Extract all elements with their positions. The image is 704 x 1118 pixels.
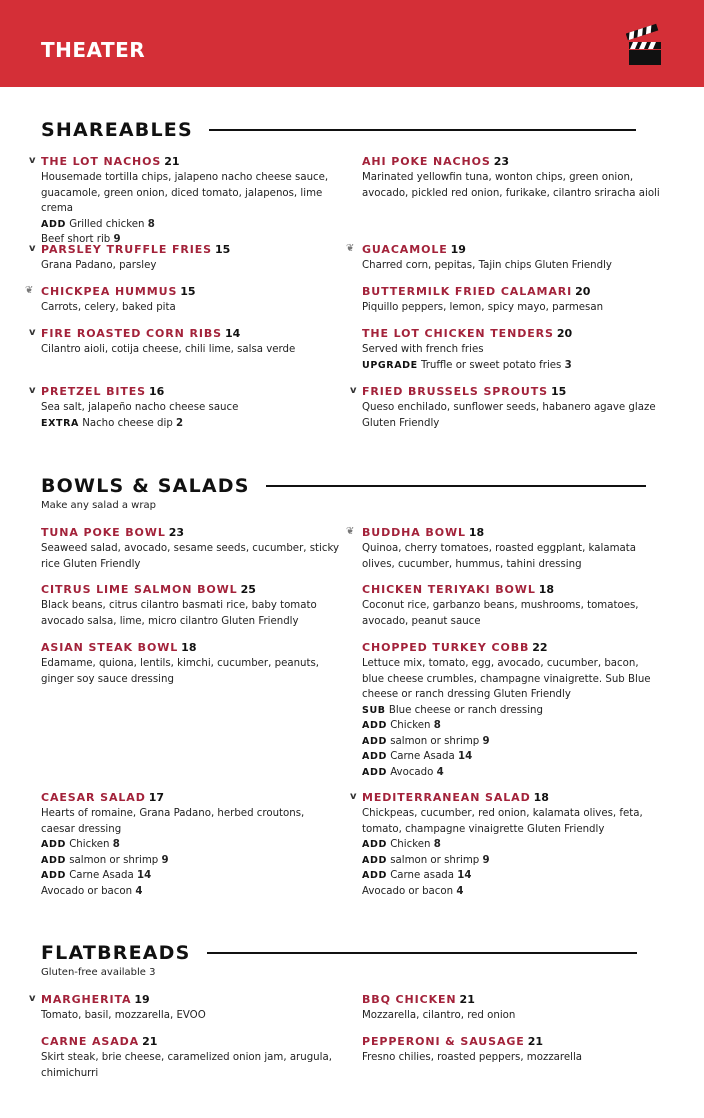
menu-item-buddha-bowl xyxy=(362,526,662,572)
item-description: Piquillo peppers, lemon, spicy mayo, parmesan xyxy=(362,302,604,313)
item-name: FRIED BRUSSELS SPROUTS xyxy=(362,385,548,398)
item-description: Grana Padano, parsley xyxy=(41,260,157,271)
vegetarian-icon: v xyxy=(29,385,36,396)
menu-item-guacamole xyxy=(362,243,662,274)
menu-item-parsley-truffle-fries xyxy=(41,243,341,274)
item-name: CARNE ASADA xyxy=(41,1035,140,1048)
item-price: 18 xyxy=(181,641,197,654)
item-price: 22 xyxy=(532,641,548,654)
item-price: 15 xyxy=(214,243,231,256)
addon: ADD salmon or shrimp 9 xyxy=(362,854,490,866)
addon: SUB Blue cheese or ranch dressing xyxy=(362,704,543,716)
item-name: BUTTERMILK FRIED CALAMARI xyxy=(362,285,573,298)
menu-item-fried-brussels-sprouts xyxy=(362,385,662,431)
menu-item-carne-asada xyxy=(41,1035,341,1081)
page-header xyxy=(0,0,704,87)
item-description: Edamame, quiona, lentils, kimchi, cucumber, peanuts, ginger soy sauce dressing xyxy=(41,658,320,685)
item-price: 23 xyxy=(168,526,185,539)
menu-item-bbq-chicken xyxy=(362,993,662,1024)
menu-item-buttermilk-fried-calamari xyxy=(362,285,662,316)
item-name: CHICKEN TERIYAKI BOWL xyxy=(362,583,536,596)
item-price: 25 xyxy=(240,583,256,596)
vegetarian-icon: v xyxy=(29,993,36,1004)
page-title: THEATER xyxy=(41,38,146,62)
item-name: BUDDHA BOWL xyxy=(362,526,466,539)
item-price: 18 xyxy=(533,791,549,804)
item-name: MARGHERITA xyxy=(41,993,132,1006)
item-name: THE LOT CHICKEN TENDERS xyxy=(362,327,554,340)
item-description: Hearts of romaine, Grana Padano, herbed croutons, caesar dressing xyxy=(41,808,305,835)
vegan-leaf-icon: ❦ xyxy=(346,526,355,537)
item-price: 21 xyxy=(142,1035,158,1048)
section-title: FLATBREADS xyxy=(41,942,191,964)
section-divider xyxy=(207,952,637,954)
addon: ADD Chicken 8 xyxy=(41,839,120,850)
item-price: 20 xyxy=(575,285,591,298)
section-note: Make any salad a wrap xyxy=(41,500,156,511)
vegetarian-icon: v xyxy=(29,243,36,254)
item-description: Marinated yellowfin tuna, wonton chips, green onion, avocado, pickled red onion, furikake, cilantro sriracha aioli xyxy=(362,172,660,199)
addon: ADD Chicken 8 xyxy=(362,720,441,731)
item-description: Quinoa, cherry tomatoes, roasted eggplant, kalamata olives, cucumber, hummus, tahini dressing xyxy=(362,543,637,570)
menu-item-mediterranean-salad xyxy=(362,791,662,899)
item-name: BBQ CHICKEN xyxy=(362,993,457,1006)
vegetarian-icon: v xyxy=(350,385,357,396)
item-name: CHICKPEA HUMMUS xyxy=(41,285,178,298)
menu-item-caesar-salad xyxy=(41,791,341,899)
item-name: AHI POKE NACHOS xyxy=(362,155,491,168)
menu-item-chickpea-hummus xyxy=(41,285,341,316)
clapperboard-icon xyxy=(626,22,664,66)
item-description: Carrots, celery, baked pita xyxy=(41,302,176,313)
item-price: 18 xyxy=(538,583,555,596)
menu-item-margherita xyxy=(41,993,341,1024)
section-divider xyxy=(209,129,636,131)
flatbreads-header xyxy=(41,942,637,964)
item-description: Seaweed salad, avocado, sesame seeds, cucumber, sticky rice Gluten Friendly xyxy=(41,543,340,570)
menu-item-ahi-poke-nachos xyxy=(362,155,662,201)
item-description: Mozzarella, cilantro, red onion xyxy=(362,1010,516,1021)
shareables-header xyxy=(41,119,636,141)
item-description: Coconut rice, garbanzo beans, mushrooms, tomatoes, avocado, peanut sauce xyxy=(362,600,639,627)
item-description: Charred corn, pepitas, Tajin chips Gluten Friendly xyxy=(362,260,612,271)
vegetarian-icon: v xyxy=(350,791,357,802)
item-description: Queso enchilado, sunflower seeds, habanero agave glaze Gluten Friendly xyxy=(362,402,656,429)
addon: EXTRA Nacho cheese dip 2 xyxy=(41,417,184,429)
item-description: Chickpeas, cucumber, red onion, kalamata olives, feta, tomato, champagne vinaigrette Gluten Friendly xyxy=(362,808,643,835)
menu-item-chicken-teriyaki-bowl xyxy=(362,583,662,629)
item-price: 14 xyxy=(224,327,241,340)
addon: Beef short rib 9 xyxy=(41,234,121,245)
item-price: 21 xyxy=(527,1035,544,1048)
item-description: Served with french fries xyxy=(362,344,484,355)
menu-item-fire-roasted-corn-ribs xyxy=(41,327,341,358)
addon: ADD Chicken 8 xyxy=(362,839,441,850)
item-price: 21 xyxy=(459,993,475,1006)
vegetarian-icon: v xyxy=(29,327,36,338)
item-price: 17 xyxy=(148,791,165,804)
addon: ADD Carne asada 14 xyxy=(362,870,472,881)
item-price: 21 xyxy=(164,155,180,168)
item-description: Fresno chilies, roasted peppers, mozzarella xyxy=(362,1052,583,1063)
item-name: CITRUS LIME SALMON BOWL xyxy=(41,583,238,596)
menu-item-pepperoni-sausage xyxy=(362,1035,662,1066)
item-name: PARSLEY TRUFFLE FRIES xyxy=(41,243,212,256)
item-description: Black beans, citrus cilantro basmati rice, baby tomato avocado salsa, lime, micro cilantro Gluten Friendly xyxy=(41,600,317,627)
item-price: 16 xyxy=(149,385,165,398)
addon: ADD salmon or shrimp 9 xyxy=(362,735,490,747)
item-name: THE LOT NACHOS xyxy=(41,155,162,168)
vegetarian-icon: v xyxy=(29,155,36,166)
addon: ADD Grilled chicken 8 xyxy=(41,218,155,230)
item-price: 15 xyxy=(180,285,196,298)
item-description: Tomato, basil, mozzarella, EVOO xyxy=(41,1010,206,1021)
vegan-leaf-icon: ❦ xyxy=(346,243,355,254)
addon: ADD Avocado 4 xyxy=(362,766,444,778)
item-description: Skirt steak, brie cheese, caramelized onion jam, arugula, chimichurri xyxy=(41,1052,332,1079)
menu-item-the-lot-nachos xyxy=(41,155,341,248)
addon: Avocado or bacon 4 xyxy=(362,885,464,897)
item-name: MEDITERRANEAN SALAD xyxy=(362,791,531,804)
addon: Avocado or bacon 4 xyxy=(41,885,143,897)
item-price: 23 xyxy=(493,155,510,168)
item-price: 19 xyxy=(450,243,466,256)
bowls-salads-header xyxy=(41,475,646,497)
menu-item-pretzel-bites xyxy=(41,385,341,431)
item-price: 19 xyxy=(134,993,150,1006)
item-name: ASIAN STEAK BOWL xyxy=(41,641,179,654)
item-description: Cilantro aioli, cotija cheese, chili lime, salsa verde xyxy=(41,344,296,355)
item-name: PEPPERONI & SAUSAGE xyxy=(362,1035,525,1048)
section-note: Gluten-free available 3 xyxy=(41,967,156,978)
menu-item-chopped-turkey-cobb xyxy=(362,641,662,780)
section-title: SHAREABLES xyxy=(41,119,193,141)
addon: ADD salmon or shrimp 9 xyxy=(41,854,169,866)
vegan-leaf-icon: ❦ xyxy=(25,285,34,296)
menu-item-citrus-lime-salmon-bowl xyxy=(41,583,341,629)
item-description: Lettuce mix, tomato, egg, avocado, cucumber, bacon, blue cheese crumbles, champagne vinaigrette. Sub Blue cheese or ranch dressing Gluten Friendly xyxy=(362,658,651,700)
item-name: CHOPPED TURKEY COBB xyxy=(362,641,530,654)
section-divider xyxy=(266,485,646,487)
item-price: 15 xyxy=(550,385,567,398)
addon: ADD Carne Asada 14 xyxy=(41,870,152,881)
item-price: 18 xyxy=(468,526,485,539)
menu-item-tuna-poke-bowl xyxy=(41,526,341,572)
item-name: PRETZEL BITES xyxy=(41,385,146,398)
menu-item-the-lot-chicken-tenders xyxy=(362,327,662,373)
item-price: 20 xyxy=(556,327,573,340)
addon: UPGRADE Truffle or sweet potato fries 3 xyxy=(362,359,572,371)
item-description: Sea salt, jalapeño nacho cheese sauce xyxy=(41,402,239,413)
menu-item-asian-steak-bowl xyxy=(41,641,341,687)
item-name: TUNA POKE BOWL xyxy=(41,526,166,539)
item-description: Housemade tortilla chips, jalapeno nacho cheese sauce, guacamole, green onion, diced tomato, jalapenos, lime crema xyxy=(41,172,329,214)
addon: ADD Carne Asada 14 xyxy=(362,751,473,762)
section-title: BOWLS & SALADS xyxy=(41,475,250,497)
item-name: GUACAMOLE xyxy=(362,243,448,256)
item-name: CAESAR SALAD xyxy=(41,791,146,804)
item-name: FIRE ROASTED CORN RIBS xyxy=(41,327,222,340)
